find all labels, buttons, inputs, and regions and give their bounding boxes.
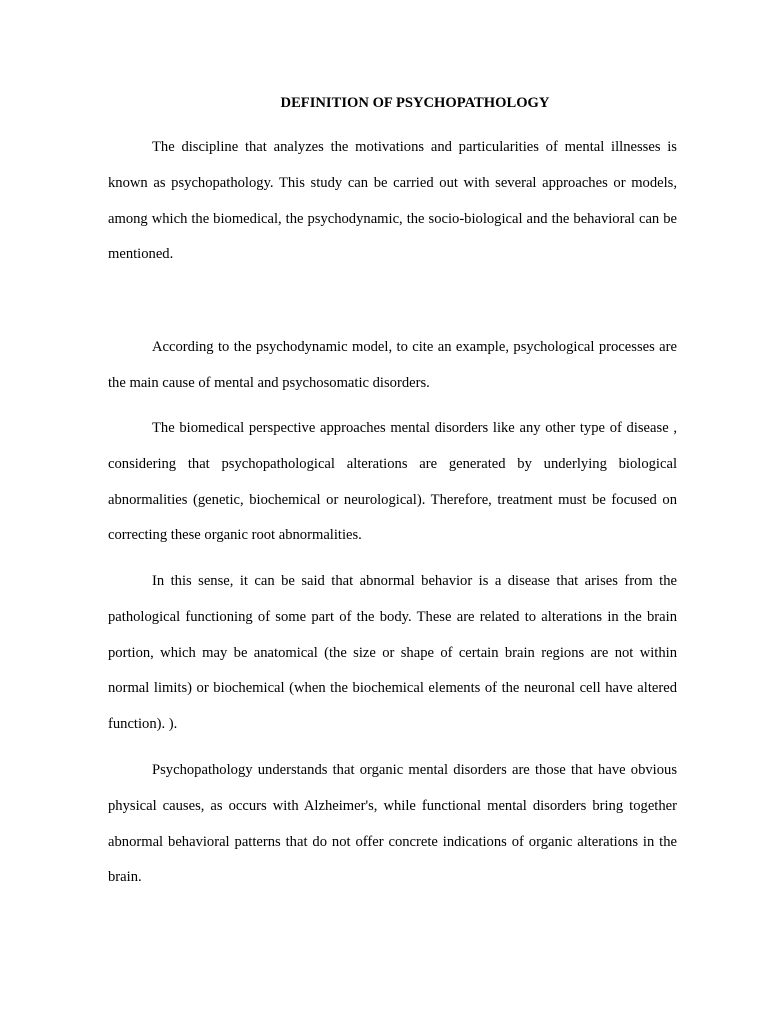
- paragraph-biomedical-perspective: The biomedical perspective approaches mental disorders like any other type of disease , considering that psychopathological alterations are generated by underlying biological abnormalities (genetic, biochemical or neurological). Therefore, treatment must be focused on correcting these organic root abnormalities.: [108, 420, 677, 544]
- paragraph-abnormal-behavior: In this sense, it can be said that abnormal behavior is a disease that arises from the pathological functioning of some part of the body. These are related to alterations in the brain portion, which may be anatomical (the size or shape of certain brain regions are not within normal limits) or biochemical (when the biochemical elements of the neuronal cell have altered function). ).: [108, 573, 677, 733]
- paragraph-organic-functional-disorders: Psychopathology understands that organic mental disorders are those that have obvious physical causes, as occurs with Alzheimer's, while functional mental disorders bring together abnormal behavioral patterns that do not offer concrete indications of organic alterations in the brain.: [108, 762, 677, 886]
- paragraph-definition: The discipline that analyzes the motivations and particularities of mental illnesses is known as psychopathology. This study can be carried out with several approaches or models, among which the biomedical, the psychodynamic, the socio-biological and the behavioral can be mentioned.: [108, 139, 677, 263]
- document-title: DEFINITION OF PSYCHOPATHOLOGY: [280, 95, 550, 111]
- paragraph-psychodynamic-model: According to the psychodynamic model, to cite an example, psychological processes are the main cause of mental and psychosomatic disorders.: [108, 339, 677, 391]
